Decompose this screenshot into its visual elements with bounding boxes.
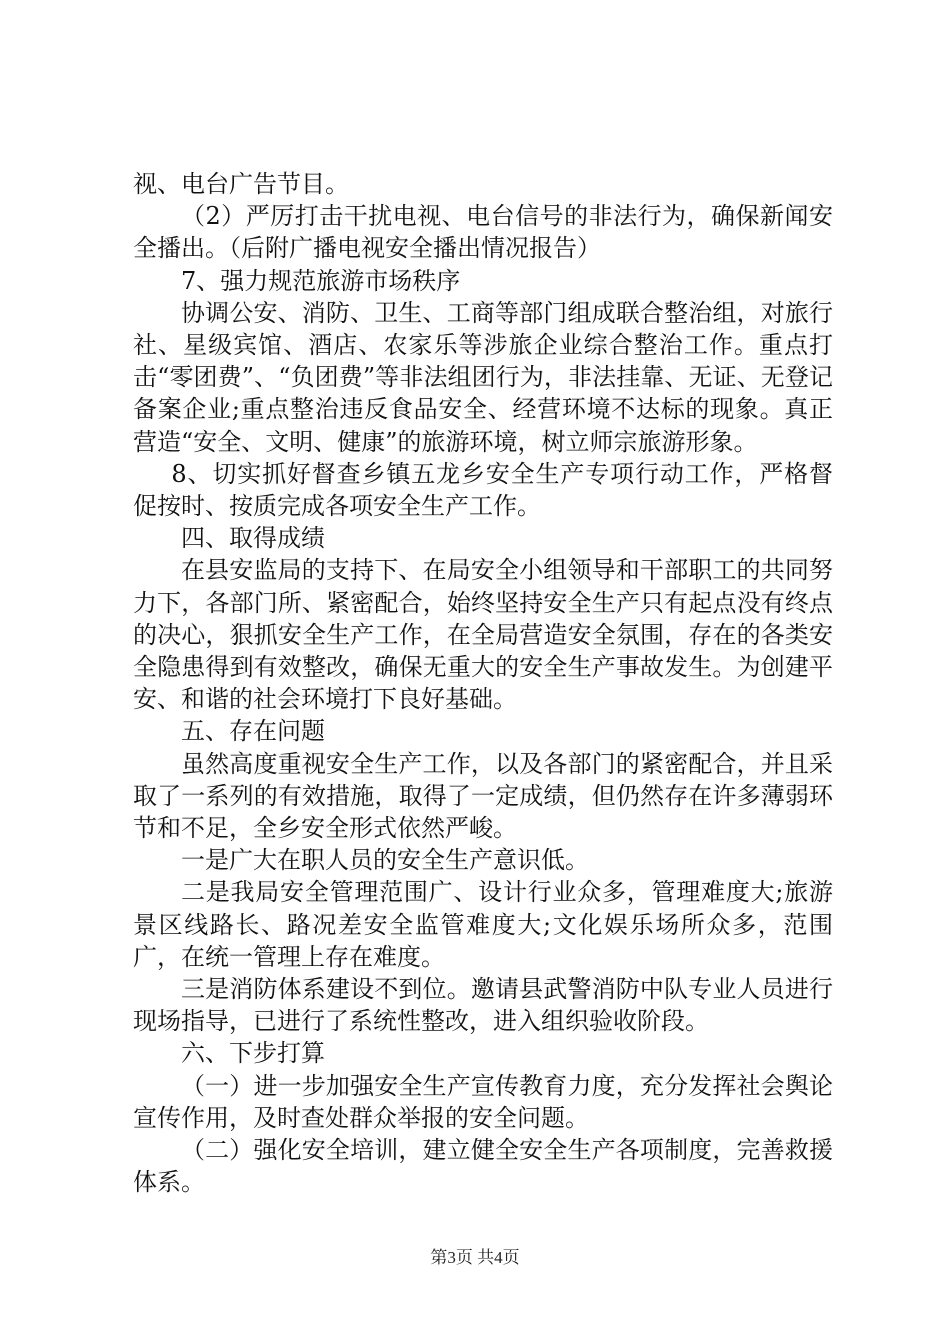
paragraph: （2）严厉打击干扰电视、电台信号的非法行为，确保新闻安全播出。（后附广播电视安全播出情况报告） bbox=[133, 202, 833, 263]
section-heading: 五、存在问题 bbox=[181, 717, 325, 746]
paragraph: 协调公安、消防、卫生、工商等部门组成联合整治组，对旅行社、星级宾馆、酒店、农家乐等涉旅企业综合整治工作。重点打击“零团费”、“负团费”等非法组团行为，非法挂靠、无证、无登记备案企业;重点整治违反食品安全、经营环境不达标的现象。真正营造“安全、文明、健康”的旅游环境，树立师宗旅游形象。 bbox=[133, 298, 833, 456]
paragraph: （一）进一步加强安全生产宣传教育力度，充分发挥社会舆论宣传作用，及时查处群众举报的安全问题。 bbox=[133, 1071, 833, 1132]
paragraph: （二）强化安全培训，建立健全安全生产各项制度，完善救援体系。 bbox=[133, 1136, 833, 1197]
paragraph: 二是我局安全管理范围广、设计行业众多，管理难度大;旅游景区线路长、路况差安全监管难度大;文化娱乐场所众多，范围广，在统一管理上存在难度。 bbox=[133, 878, 833, 971]
paragraph: 虽然高度重视安全生产工作，以及各部门的紧密配合，并且采取了一系列的有效措施，取得了一定成绩，但仍然存在许多薄弱环节和不足，全乡安全形式依然严峻。 bbox=[133, 749, 833, 843]
paragraph: 一是广大在职人员的安全生产意识低。 bbox=[181, 846, 589, 875]
section-heading: 7、强力规范旅游市场秩序 bbox=[181, 266, 461, 295]
page-number-footer: 第3页 共4页 bbox=[430, 1248, 520, 1267]
paragraph: 8、切实抓好督查乡镇五龙乡安全生产专项行动工作，严格督促按时、按质完成各项安全生产工作。 bbox=[133, 459, 833, 521]
paragraph: 视、电台广告节目。 bbox=[133, 170, 349, 198]
paragraph: 三是消防体系建设不到位。邀请县武警消防中队专业人员进行现场指导，已进行了系统性整改，进入组织验收阶段。 bbox=[133, 975, 833, 1036]
document-body bbox=[133, 168, 833, 1199]
section-heading: 六、下步打算 bbox=[181, 1039, 325, 1068]
paragraph: 在县安监局的支持下、在局安全小组领导和干部职工的共同努力下，各部门所、紧密配合，始终坚持安全生产只有起点没有终点的决心，狠抓安全生产工作，在全局营造安全氛围，存在的各类安全隐患得到有效整改，确保无重大的安全生产事故发生。为创建平安、和谐的社会环境打下良好基础。 bbox=[133, 556, 833, 714]
section-heading: 四、取得成绩 bbox=[181, 524, 325, 553]
